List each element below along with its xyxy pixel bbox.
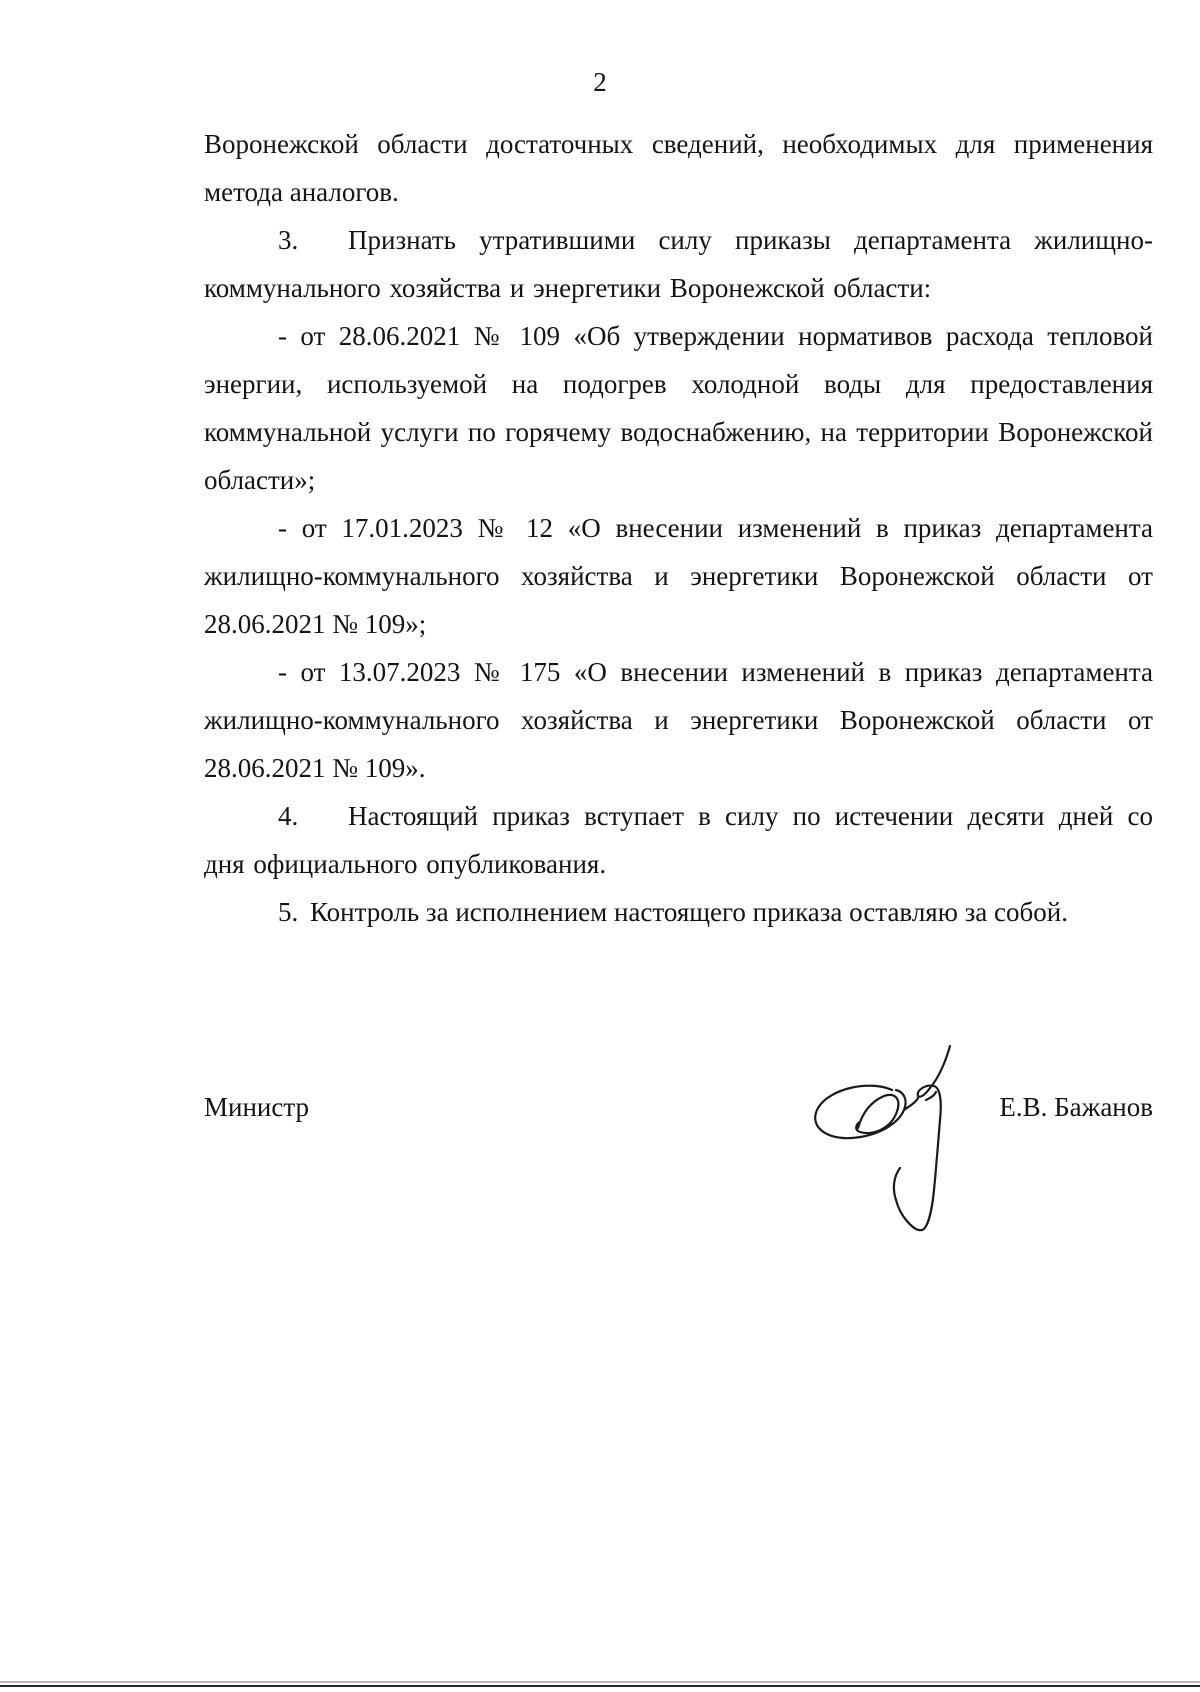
paragraph-repealed-order-1: - от 28.06.2021 № 109 «Об утверждении нормативов расхода тепловой энергии, используемой на подогрев холодной воды для предоставления коммунальной услуги по горячему водоснабжению, на территории Воронежской области»; [204,321,1153,495]
paragraph-item-4 [204,792,1153,888]
paragraph-repealed-order-2: - от 17.01.2023 № 12 «О внесении изменений в приказ департамента жилищно-коммунального хозяйства и энергетики Воронежской области от 28.06.2021 № 109»; [204,513,1153,639]
paragraph-item-3 [204,216,1153,312]
signature-block [204,1087,1153,1127]
bottom-edge-line-dark [0,1685,1200,1687]
paragraph-repealed-order-3: - от 13.07.2023 № 175 «О внесении изменений в приказ департамента жилищно-коммунального хозяйства и энергетики Воронежской области от 28.06.2021 № 109». [204,657,1153,783]
paragraph-item-5 [204,888,1153,936]
signatory-position: Министр [204,1092,309,1122]
bottom-edge-line [0,1681,1200,1683]
handwritten-signature [800,1040,1000,1235]
item-text: Настоящий приказ вступает в силу по истечении десяти дней со дня официального опубликования. [204,801,1153,879]
paragraph-continuation: Воронежской области достаточных сведений, необходимых для применения метода аналогов. [204,129,1153,207]
page-number: 2 [593,67,607,97]
item-number: 3. [278,225,299,255]
document-body [204,120,1153,936]
item-text: Признать утратившими силу приказы департамента жилищно-коммунального хозяйства и энергетики Воронежской области: [204,225,1153,303]
signatory-name: Е.В. Бажанов [999,1092,1153,1122]
item-number: 4. [278,801,299,831]
item-number: 5. [278,897,299,927]
item-text: Контроль за исполнением настоящего приказа оставляю за собой. [310,897,1068,927]
